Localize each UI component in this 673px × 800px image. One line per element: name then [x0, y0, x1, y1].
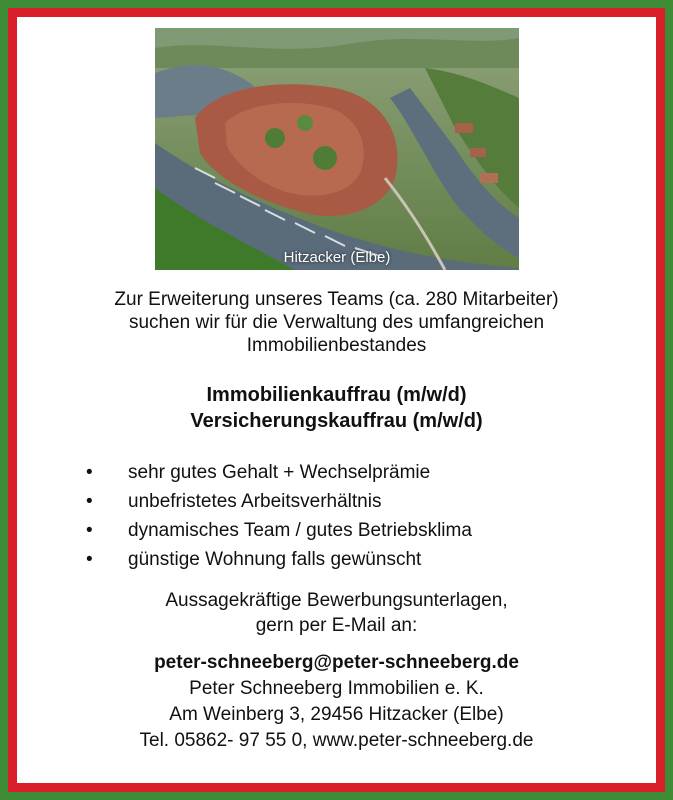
benefit-text: günstige Wohnung falls gewünscht	[128, 549, 422, 570]
bullet-icon: •	[86, 491, 93, 512]
apply-line: Aussagekräftige Bewerbungsunterlagen,	[165, 590, 508, 611]
contact-block	[30, 650, 643, 754]
application-note	[30, 588, 643, 638]
company-name: Peter Schneeberg Immobilien e. K.	[189, 678, 484, 699]
town-aerial-photo	[155, 28, 519, 270]
list-item	[86, 516, 472, 545]
benefit-text: unbefristetes Arbeitsverhältnis	[128, 491, 382, 512]
list-item	[86, 458, 472, 487]
contact-email-link[interactable]: peter-schneeberg@peter-schneeberg.de	[154, 652, 519, 673]
list-item	[86, 545, 472, 574]
bullet-icon: •	[86, 462, 93, 483]
bullet-icon: •	[86, 549, 93, 570]
bullet-icon: •	[86, 520, 93, 541]
intro-line: Immobilienbestandes	[246, 335, 427, 356]
intro-line: Zur Erweiterung unseres Teams (ca. 280 Mitarbeiter)	[114, 289, 559, 310]
intro-line: suchen wir für die Verwaltung des umfangreichen	[128, 312, 545, 333]
benefit-text: dynamisches Team / gutes Betriebsklima	[128, 520, 472, 541]
photo-caption: Hitzacker (Elbe)	[283, 249, 391, 266]
apply-line: gern per E-Mail an:	[255, 615, 418, 636]
benefits-list	[86, 458, 472, 574]
intro-text	[30, 288, 643, 357]
aerial-illustration	[155, 28, 519, 270]
list-item	[86, 487, 472, 516]
phone-and-website[interactable]: Tel. 05862- 97 55 0, www.peter-schneeberg.de	[139, 730, 534, 751]
benefit-text: sehr gutes Gehalt + Wechselprämie	[128, 462, 431, 483]
job-titles	[30, 382, 643, 434]
job-title-real-estate: Immobilienkauffrau (m/w/d)	[206, 384, 467, 406]
job-title-insurance: Versicherungskauffrau (m/w/d)	[190, 410, 483, 432]
company-address: Am Weinberg 3, 29456 Hitzacker (Elbe)	[169, 704, 504, 725]
